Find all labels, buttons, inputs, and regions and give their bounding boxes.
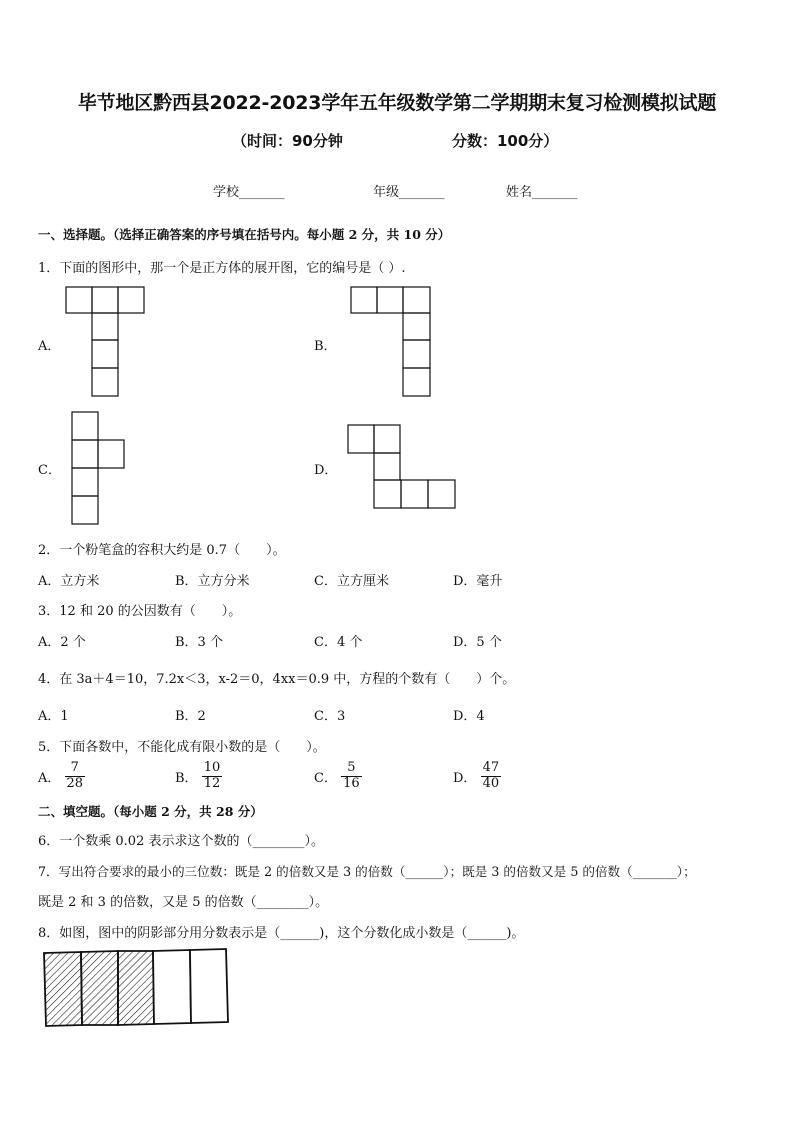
shaded-part-2	[81, 951, 118, 1025]
q1-option-a-label: A．	[38, 339, 61, 354]
question-7-line-2: 既是 2 和 3 的倍数，又是 5 的倍数（________）。	[38, 895, 329, 910]
fraction-numerator: 5	[341, 761, 362, 777]
q5-option-d-label: D．	[453, 770, 477, 786]
net-c-figure	[66, 406, 130, 528]
q3-option-c[interactable]: C．4 个	[314, 635, 363, 650]
q1-option-c-label: C．	[38, 463, 61, 478]
question-7-line-1: 7．写出符合要求的最小的三位数：既是 2 的倍数又是 3 的倍数（______）；既是 3 的倍数又是 5 的倍数（_______）；	[38, 864, 696, 879]
shaded-part-3	[118, 951, 154, 1025]
q2-option-d[interactable]: D．毫升	[453, 574, 503, 589]
q5-option-d-fraction	[481, 761, 502, 792]
section1-heading: 一、选择题。（选择正确答案的序号填在括号内。每小题 2 分，共 10 分）	[38, 227, 451, 242]
q5-option-c-label: C．	[314, 770, 337, 786]
question-3: 3．12 和 20 的公因数有（ ）。	[38, 604, 242, 619]
page-title: 毕节地区黔西县2022-2023学年五年级数学第二学期期末复习检测模拟试题	[77, 92, 717, 114]
q3-option-d[interactable]: D．5 个	[453, 635, 502, 650]
q5-option-c[interactable]	[314, 761, 362, 792]
question-2: 2．一个粉笔盒的容积大约是 0.7（ ）。	[38, 543, 286, 558]
fraction-denominator: 40	[482, 775, 500, 791]
q2-option-c[interactable]: C．立方厘米	[314, 574, 389, 589]
q5-option-b[interactable]	[175, 761, 222, 792]
question-4: 4．在 3a＋4＝10，7.2x＜3，x-2＝0，4xx＝0.9 中，方程的个数有（ ）个。	[38, 672, 516, 687]
question-8: 8．如图，图中的阴影部分用分数表示是（______)，这个分数化成小数是（______)。	[38, 926, 525, 941]
fraction-denominator: 28	[66, 775, 84, 791]
q4-option-c[interactable]: C．3	[314, 709, 346, 724]
fraction-denominator: 16	[343, 775, 360, 791]
blank-part-5	[190, 949, 228, 1023]
school-field[interactable]: 学校_______	[213, 185, 285, 200]
q8-shaded-fraction-figure	[40, 945, 236, 1031]
q5-option-a-fraction	[65, 761, 86, 792]
net-a-figure	[60, 280, 152, 404]
question-6: 6．一个数乘 0.02 表示求这个数的（________）。	[38, 834, 324, 849]
exam-time: （时间：90分钟	[232, 132, 343, 150]
q4-option-d[interactable]: D．4	[453, 709, 485, 724]
exam-score: 分数：100分）	[452, 132, 559, 150]
q3-option-a[interactable]: A．2 个	[38, 635, 86, 650]
q5-option-a[interactable]	[38, 761, 85, 792]
shaded-part-1	[44, 952, 82, 1026]
section2-heading: 二、填空题。（每小题 2 分，共 28 分）	[38, 804, 263, 819]
q1-option-d-label: D．	[314, 463, 338, 478]
q5-option-d[interactable]	[453, 761, 501, 792]
question-1: 1．下面的图形中，那一个是正方体的展开图，它的编号是（ ）.	[38, 261, 406, 276]
q2-option-a[interactable]: A．立方米	[38, 574, 100, 589]
question-5: 5．下面各数中，不能化成有限小数的是（ ）。	[38, 740, 326, 755]
fraction-numerator: 47	[482, 760, 500, 775]
q4-option-a[interactable]: A．1	[38, 709, 69, 724]
net-d-figure	[344, 420, 460, 512]
net-b-figure	[346, 280, 438, 404]
q1-option-b-label: B．	[314, 339, 337, 354]
q4-option-b[interactable]: B．2	[175, 709, 206, 724]
blank-part-4	[153, 950, 191, 1024]
grade-field[interactable]: 年级_______	[373, 185, 445, 200]
name-field[interactable]: 姓名_______	[506, 185, 578, 200]
fraction-numerator: 10	[203, 760, 221, 775]
q2-option-b[interactable]: B．立方分米	[175, 574, 250, 589]
q3-option-b[interactable]: B．3 个	[175, 635, 223, 650]
fraction-numerator: 7	[65, 761, 86, 777]
q5-option-a-label: A．	[38, 770, 61, 786]
q5-option-c-fraction	[341, 761, 362, 792]
fraction-denominator: 12	[203, 775, 221, 791]
q5-option-b-fraction	[202, 761, 223, 792]
q5-option-b-label: B．	[175, 770, 198, 786]
